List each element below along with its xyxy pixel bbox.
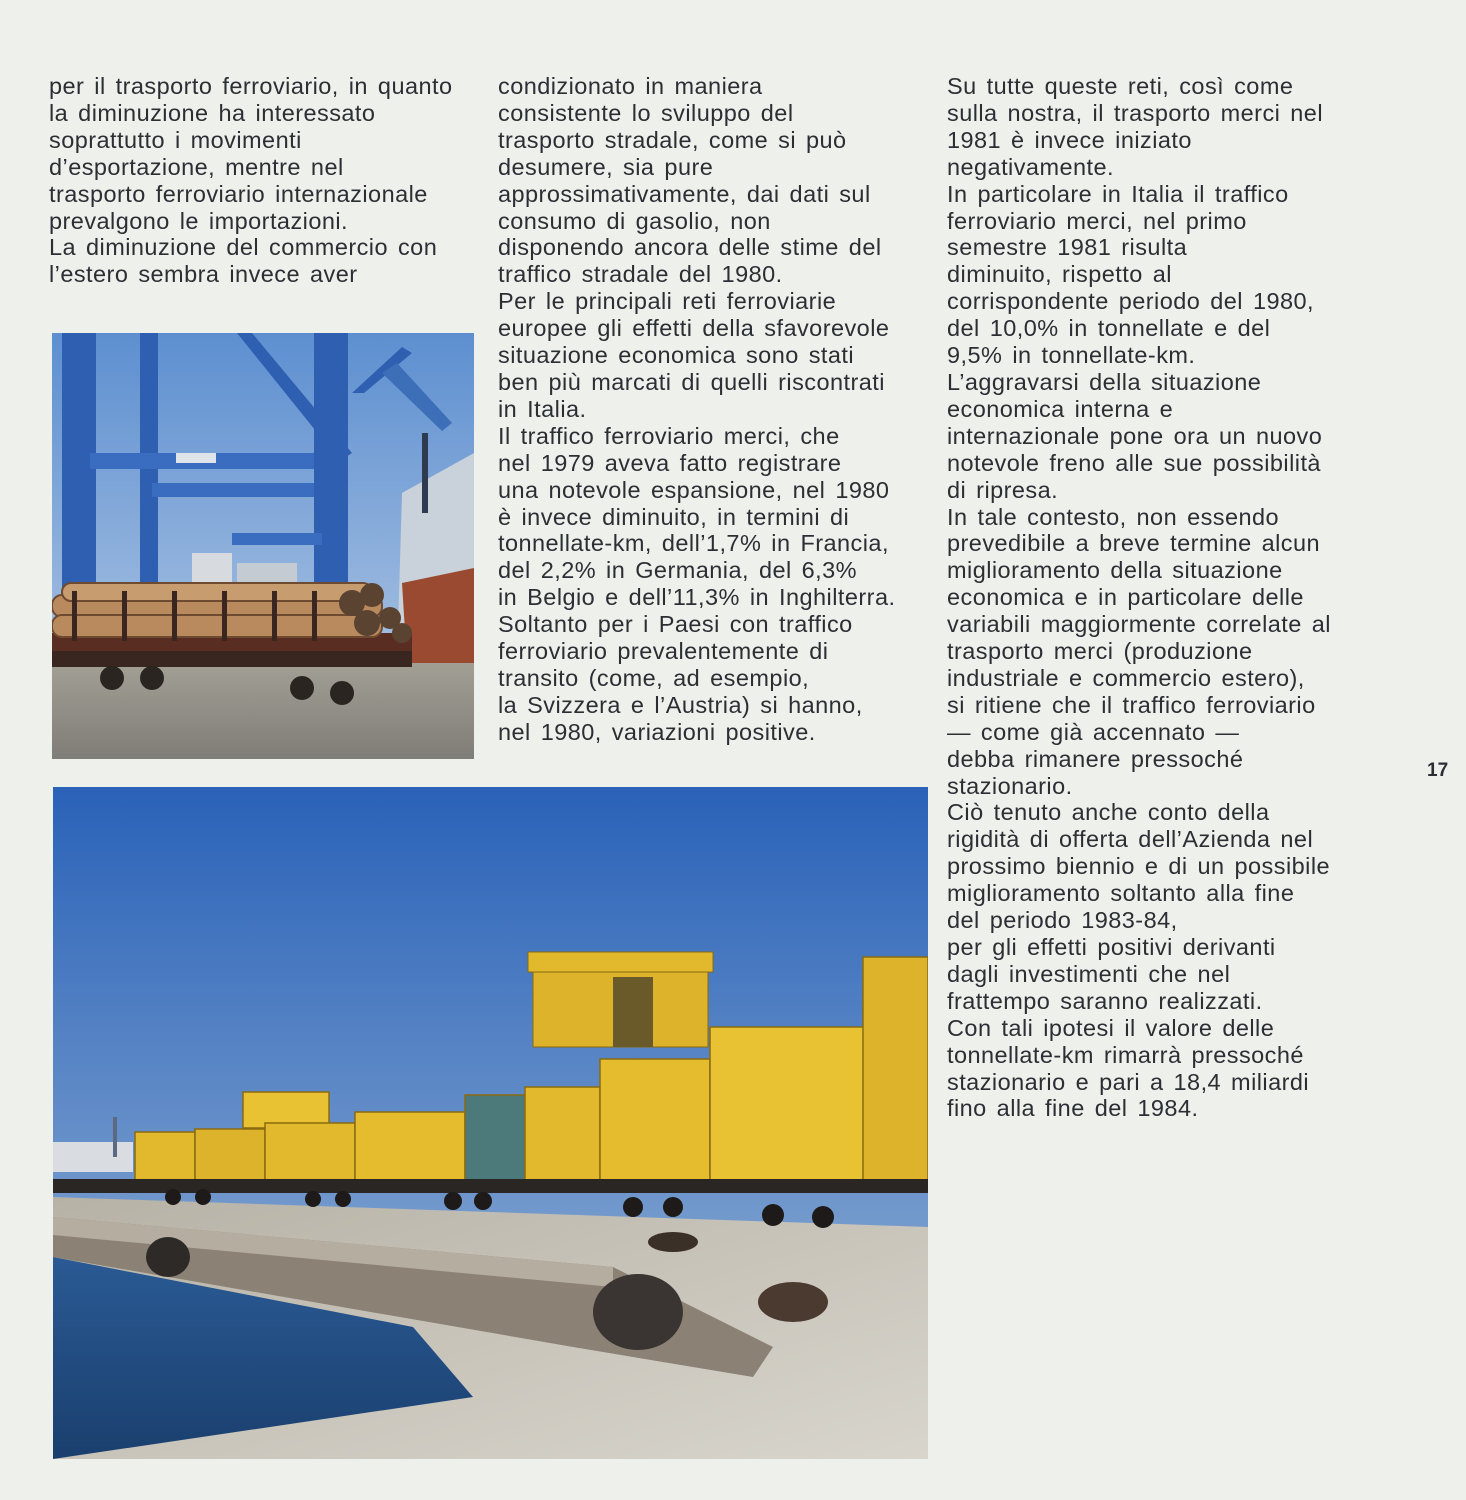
col3-line: stazionario.	[947, 772, 1073, 799]
col3-line: per gli effetti positivi derivanti	[947, 934, 1276, 960]
col3-line: stazionario e pari a 18,4 miliardi	[947, 1068, 1310, 1095]
col3-line: miglioramento soltanto alla fine	[947, 880, 1295, 907]
col3-line: sulla nostra, il trasporto merci nel	[947, 99, 1324, 126]
col3-line: Ciò tenuto anche conto della	[947, 799, 1270, 826]
col2-line: è invece diminuito, in termini di	[498, 503, 850, 530]
col1-line: l’estero sembra invece aver	[49, 261, 358, 288]
text-column-3	[947, 73, 1331, 1122]
col2-line: Per le principali reti ferroviarie	[498, 288, 837, 315]
col3-line: In tale contesto, non essendo	[947, 503, 1280, 530]
col2-line: tonnellate-km, dell’1,7% in Francia,	[498, 530, 889, 557]
col3-line: frattempo saranno realizzati.	[947, 987, 1263, 1014]
col2-line: ferroviario prevalentemente di	[498, 638, 829, 665]
text-column-2	[498, 73, 895, 746]
col2-line: la Svizzera e l’Austria) si hanno,	[498, 691, 863, 718]
col1-line: per il trasporto ferroviario, in quanto	[49, 73, 453, 99]
col2-line: nel 1980, variazioni positive.	[498, 718, 816, 745]
col2-line: Soltanto per i Paesi con traffico	[498, 611, 853, 638]
col3-line: ferroviario merci, nel primo	[947, 207, 1247, 234]
col3-line: fino alla fine del 1984.	[947, 1095, 1199, 1122]
page-number: 17	[1427, 760, 1449, 781]
col3-line: corrispondente periodo del 1980,	[947, 288, 1315, 315]
col1-line: soprattutto i movimenti	[49, 126, 302, 153]
col3-line: 9,5% in tonnellate-km.	[947, 342, 1196, 369]
col3-line: dagli investimenti che nel	[947, 960, 1231, 987]
col2-line: approssimativamente, dai dati sul	[498, 180, 871, 207]
col3-line: trasporto merci (produzione	[947, 638, 1253, 665]
col2-line: nel 1979 aveva fatto registrare	[498, 449, 842, 476]
col2-line: consumo di gasolio, non	[498, 207, 771, 234]
col3-line: debba rimanere pressoché	[947, 745, 1244, 772]
col1-line: La diminuzione del commercio con	[49, 234, 438, 261]
col3-line: semestre 1981 risulta	[947, 234, 1188, 261]
col2-line: in Italia.	[498, 395, 587, 422]
col1-line: prevalgono le importazioni.	[49, 207, 349, 234]
col3-line: industriale e commercio estero),	[947, 664, 1305, 691]
col3-line: diminuito, rispetto al	[947, 261, 1172, 288]
col2-line: Il traffico ferroviario merci, che	[498, 422, 840, 449]
col3-line: internazionale pone ora un nuovo	[947, 422, 1323, 449]
col3-line: si ritiene che il traffico ferroviario	[947, 691, 1316, 718]
col2-line: europee gli effetti della sfavorevole	[498, 315, 890, 342]
col2-line: consistente lo sviluppo del	[498, 99, 794, 126]
col3-line: miglioramento della situazione	[947, 557, 1283, 584]
col1-line: la diminuzione ha interessato	[49, 99, 376, 126]
col3-line: L’aggravarsi della situazione	[947, 368, 1262, 395]
col3-line: rigidità di offerta dell’Azienda nel	[947, 826, 1314, 853]
col3-line: variabili maggiormente correlate al	[947, 611, 1331, 638]
col2-line: transito (come, ad esempio,	[498, 664, 810, 691]
col3-line: economica interna e	[947, 395, 1174, 422]
col3-line: Su tutte queste reti, così come	[947, 73, 1294, 99]
col3-line: negativamente.	[947, 153, 1114, 180]
col3-line: notevole freno alle sue possibilità	[947, 449, 1321, 476]
col2-line: trasporto stradale, come si può	[498, 126, 847, 153]
col2-line: in Belgio e dell’11,3% in Inghilterra.	[498, 584, 896, 611]
text-column-1	[49, 73, 453, 288]
col3-line: del periodo 1983-84,	[947, 907, 1178, 934]
col1-line: trasporto ferroviario internazionale	[49, 180, 428, 207]
col3-line: di ripresa.	[947, 476, 1059, 503]
col2-line: situazione economica sono stati	[498, 342, 855, 369]
col3-line: tonnellate-km rimarrà pressoché	[947, 1041, 1304, 1068]
col3-line: Con tali ipotesi il valore delle	[947, 1014, 1275, 1041]
col2-line: desumere, sia pure	[498, 153, 714, 180]
col3-line: In particolare in Italia il traffico	[947, 180, 1289, 207]
col2-line: del 2,2% in Germania, del 6,3%	[498, 557, 857, 584]
col3-line: del 10,0% in tonnellate e del	[947, 315, 1271, 342]
col2-line: traffico stradale del 1980.	[498, 261, 783, 288]
col3-line: 1981 è invece iniziato	[947, 126, 1192, 153]
col3-line: economica e in particolare delle	[947, 584, 1304, 611]
col2-line: ben più marcati di quelli riscontrati	[498, 368, 885, 395]
col3-line: — come già accennato —	[947, 718, 1240, 745]
col1-line: d’esportazione, mentre nel	[49, 153, 344, 180]
col2-line: disponendo ancora delle stime del	[498, 234, 882, 261]
col3-line: prevedibile a breve termine alcun	[947, 530, 1321, 557]
photo-container-train-quay	[53, 787, 928, 1459]
col3-line: prossimo biennio e di un possibile	[947, 853, 1331, 880]
col2-line: una notevole espansione, nel 1980	[498, 476, 890, 503]
col2-line: condizionato in maniera	[498, 73, 763, 99]
photo-log-wagon-port-crane	[52, 333, 474, 759]
